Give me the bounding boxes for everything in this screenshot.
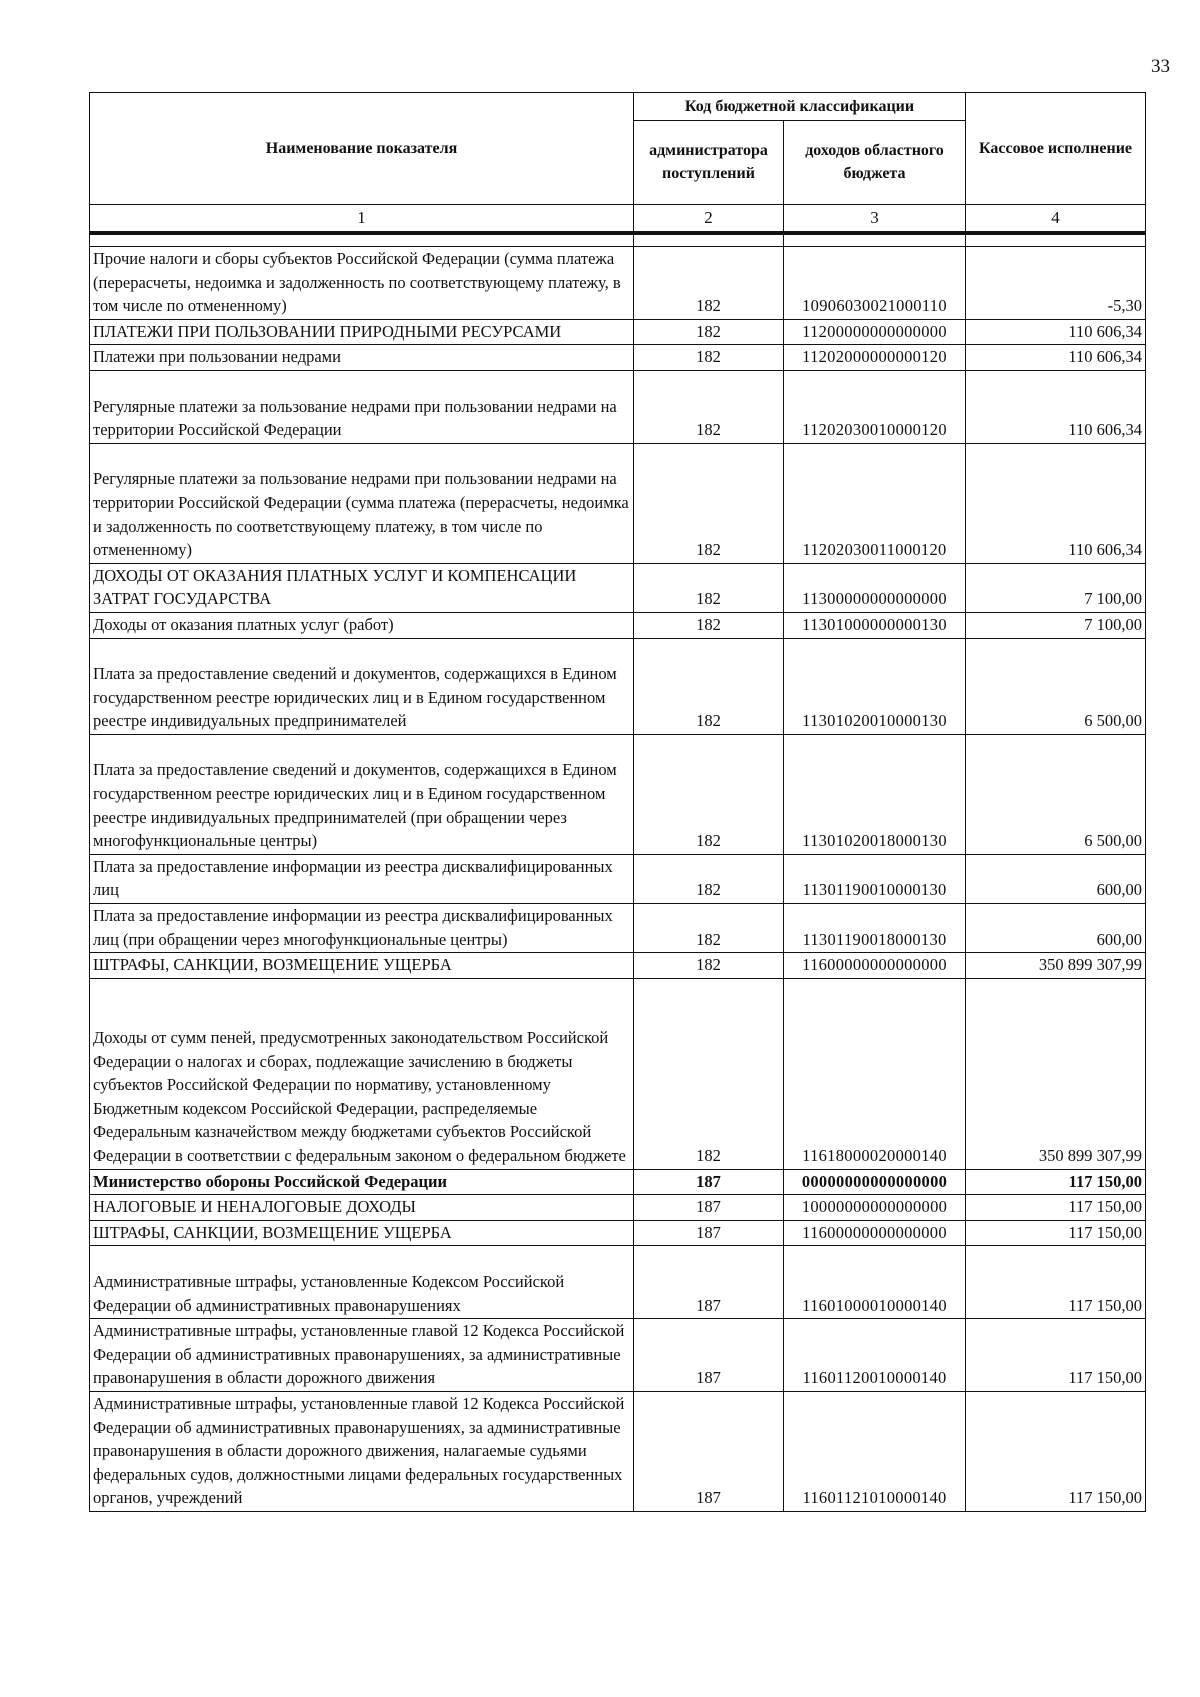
indicator-name: Платежи при пользовании недрами xyxy=(93,347,341,367)
income-code: 11301190010000130 xyxy=(784,854,966,903)
table-row xyxy=(90,443,1146,563)
execution-amount: 110 606,34 xyxy=(966,443,1146,563)
income-code: 00000000000000000 xyxy=(784,1169,966,1195)
execution-amount: 350 899 307,99 xyxy=(966,953,1146,979)
income-code: 11301190018000130 xyxy=(784,904,966,953)
table-row xyxy=(90,1319,1146,1392)
table-row xyxy=(90,734,1146,854)
administrator-code: 187 xyxy=(634,1391,784,1511)
execution-amount: 117 150,00 xyxy=(966,1195,1146,1221)
column-number-3: 3 xyxy=(784,205,966,234)
column-number-row xyxy=(90,205,1146,234)
income-code: 11601000010000140 xyxy=(784,1246,966,1319)
table-row xyxy=(90,612,1146,638)
execution-amount: 6 500,00 xyxy=(966,734,1146,854)
indicator-name: Плата за предоставление сведений и документов, содержащихся в Едином государственном реестре юридических лиц и в Едином государственном реестре индивидуальных предпринимателей xyxy=(93,664,617,731)
execution-amount: 350 899 307,99 xyxy=(966,978,1146,1169)
header-cash-execution: Кассовое исполнение xyxy=(966,93,1146,205)
indicator-name: Плата за предоставление информации из реестра дисквалифицированных лиц (при обращении через многофункциональные центры) xyxy=(93,906,613,949)
table-row xyxy=(90,563,1146,612)
indicator-name: Министерство обороны Российской Федерации xyxy=(93,1171,448,1191)
administrator-code: 182 xyxy=(634,953,784,979)
indicator-name: НАЛОГОВЫЕ И НЕНАЛОГОВЫЕ ДОХОДЫ xyxy=(93,1197,416,1217)
table-row xyxy=(90,854,1146,903)
column-number-2: 2 xyxy=(634,205,784,234)
income-code: 11202000000000120 xyxy=(784,345,966,371)
income-code: 11600000000000000 xyxy=(784,953,966,979)
indicator-name: Плата за предоставление информации из реестра дисквалифицированных лиц xyxy=(93,856,613,900)
execution-amount: 600,00 xyxy=(966,904,1146,953)
execution-amount: 110 606,34 xyxy=(966,319,1146,345)
table-row xyxy=(90,1220,1146,1246)
administrator-code: 182 xyxy=(634,612,784,638)
indicator-name: Прочие налоги и сборы субъектов Российской Федерации (сумма платежа (перерасчеты, недоимка и задолженность по соответствующему платежу, в том числе по отмененному) xyxy=(93,249,621,316)
table-row xyxy=(90,1195,1146,1221)
administrator-code: 182 xyxy=(634,854,784,903)
execution-amount: 117 150,00 xyxy=(966,1220,1146,1246)
administrator-code: 182 xyxy=(634,978,784,1169)
table-row xyxy=(90,1169,1146,1195)
administrator-code: 187 xyxy=(634,1246,784,1319)
table-header xyxy=(90,93,1146,247)
table-row xyxy=(90,904,1146,953)
administrator-code: 182 xyxy=(634,734,784,854)
table-body xyxy=(90,247,1146,1512)
execution-amount: 110 606,34 xyxy=(966,345,1146,371)
table-row xyxy=(90,370,1146,443)
header-regional-income: доходов областного бюджета xyxy=(784,121,966,205)
administrator-code: 187 xyxy=(634,1319,784,1392)
budget-execution-table xyxy=(89,92,1146,1512)
indicator-name: Регулярные платежи за пользование недрами при пользовании недрами на территории Российской Федерации (сумма платежа (перерасчеты, недоимка и задолженность по соответствующему платежу, в том числе по отмененному) xyxy=(93,469,629,560)
header-administrator: администратора поступлений xyxy=(634,121,784,205)
income-code: 11301020018000130 xyxy=(784,734,966,854)
indicator-name: ДОХОДЫ ОТ ОКАЗАНИЯ ПЛАТНЫХ УСЛУГ И КОМПЕНСАЦИИ ЗАТРАТ ГОСУДАРСТВА xyxy=(93,565,577,609)
table-row xyxy=(90,638,1146,734)
indicator-name: ШТРАФЫ, САНКЦИИ, ВОЗМЕЩЕНИЕ УЩЕРБА xyxy=(93,955,452,975)
indicator-name: Доходы от сумм пеней, предусмотренных законодательством Российской Федерации о налогах и сборах, подлежащие зачислению в бюджеты субъектов Российской Федерации по нормативу, установленному Бюджетным кодексом Российской Федерации, распределяемые Федеральным казначейством между бюджетами субъектов Российской Федерации в соответствии с федеральным законом о федеральном бюджете xyxy=(93,1028,626,1165)
execution-amount: 110 606,34 xyxy=(966,370,1146,443)
administrator-code: 182 xyxy=(634,345,784,371)
income-code: 11300000000000000 xyxy=(784,563,966,612)
execution-amount: 7 100,00 xyxy=(966,563,1146,612)
income-code: 10906030021000110 xyxy=(784,247,966,320)
income-code: 11202030010000120 xyxy=(784,370,966,443)
header-budget-classification-code: Код бюджетной классификации xyxy=(634,93,966,121)
indicator-name: ШТРАФЫ, САНКЦИИ, ВОЗМЕЩЕНИЕ УЩЕРБА xyxy=(93,1222,452,1242)
column-number-4: 4 xyxy=(966,205,1146,234)
execution-amount: 600,00 xyxy=(966,854,1146,903)
indicator-name: Административные штрафы, установленные главой 12 Кодекса Российской Федерации об административных правонарушениях, за административные правонарушения в области дорожного движения xyxy=(93,1321,625,1388)
indicator-name: ПЛАТЕЖИ ПРИ ПОЛЬЗОВАНИИ ПРИРОДНЫМИ РЕСУРСАМИ xyxy=(93,321,562,341)
income-code: 11202030011000120 xyxy=(784,443,966,563)
administrator-code: 182 xyxy=(634,563,784,612)
income-code: 10000000000000000 xyxy=(784,1195,966,1221)
table-row xyxy=(90,319,1146,345)
column-number-1: 1 xyxy=(90,205,634,234)
table-row xyxy=(90,1246,1146,1319)
table-row xyxy=(90,345,1146,371)
execution-amount: 117 150,00 xyxy=(966,1319,1146,1392)
execution-amount: 6 500,00 xyxy=(966,638,1146,734)
income-code: 11301000000000130 xyxy=(784,612,966,638)
income-code: 11600000000000000 xyxy=(784,1220,966,1246)
administrator-code: 187 xyxy=(634,1195,784,1221)
table-row xyxy=(90,247,1146,320)
administrator-code: 182 xyxy=(634,247,784,320)
page-number: 33 xyxy=(1151,56,1170,77)
administrator-code: 182 xyxy=(634,904,784,953)
administrator-code: 182 xyxy=(634,319,784,345)
administrator-code: 182 xyxy=(634,443,784,563)
income-code: 11301020010000130 xyxy=(784,638,966,734)
table-row xyxy=(90,1391,1146,1511)
execution-amount: 117 150,00 xyxy=(966,1246,1146,1319)
income-code: 11200000000000000 xyxy=(784,319,966,345)
indicator-name: Доходы от оказания платных услуг (работ) xyxy=(93,614,394,634)
header-spacer-row xyxy=(90,233,1146,247)
administrator-code: 187 xyxy=(634,1220,784,1246)
indicator-name: Плата за предоставление сведений и документов, содержащихся в Едином государственном реестре юридических лиц и в Едином государственном реестре индивидуальных предпринимателей (при обращении через многофункциональные центры) xyxy=(93,760,617,851)
execution-amount: 117 150,00 xyxy=(966,1391,1146,1511)
administrator-code: 182 xyxy=(634,638,784,734)
administrator-code: 182 xyxy=(634,370,784,443)
income-code: 11618000020000140 xyxy=(784,978,966,1169)
table-row xyxy=(90,978,1146,1169)
indicator-name: Административные штрафы, установленные главой 12 Кодекса Российской Федерации об административных правонарушениях, за административные правонарушения в области дорожного движения, налагаемые судьями федеральных судов, должностными лицами федеральных государственных органов, учреждений xyxy=(93,1393,625,1508)
execution-amount: -5,30 xyxy=(966,247,1146,320)
indicator-name: Регулярные платежи за пользование недрами при пользовании недрами на территории Российской Федерации xyxy=(93,396,617,440)
administrator-code: 187 xyxy=(634,1169,784,1195)
header-indicator-name: Наименование показателя xyxy=(90,93,634,205)
income-code: 11601120010000140 xyxy=(784,1319,966,1392)
indicator-name: Административные штрафы, установленные Кодексом Российской Федерации об административных правонарушениях xyxy=(93,1271,565,1315)
table-row xyxy=(90,953,1146,979)
execution-amount: 117 150,00 xyxy=(966,1169,1146,1195)
execution-amount: 7 100,00 xyxy=(966,612,1146,638)
income-code: 11601121010000140 xyxy=(784,1391,966,1511)
